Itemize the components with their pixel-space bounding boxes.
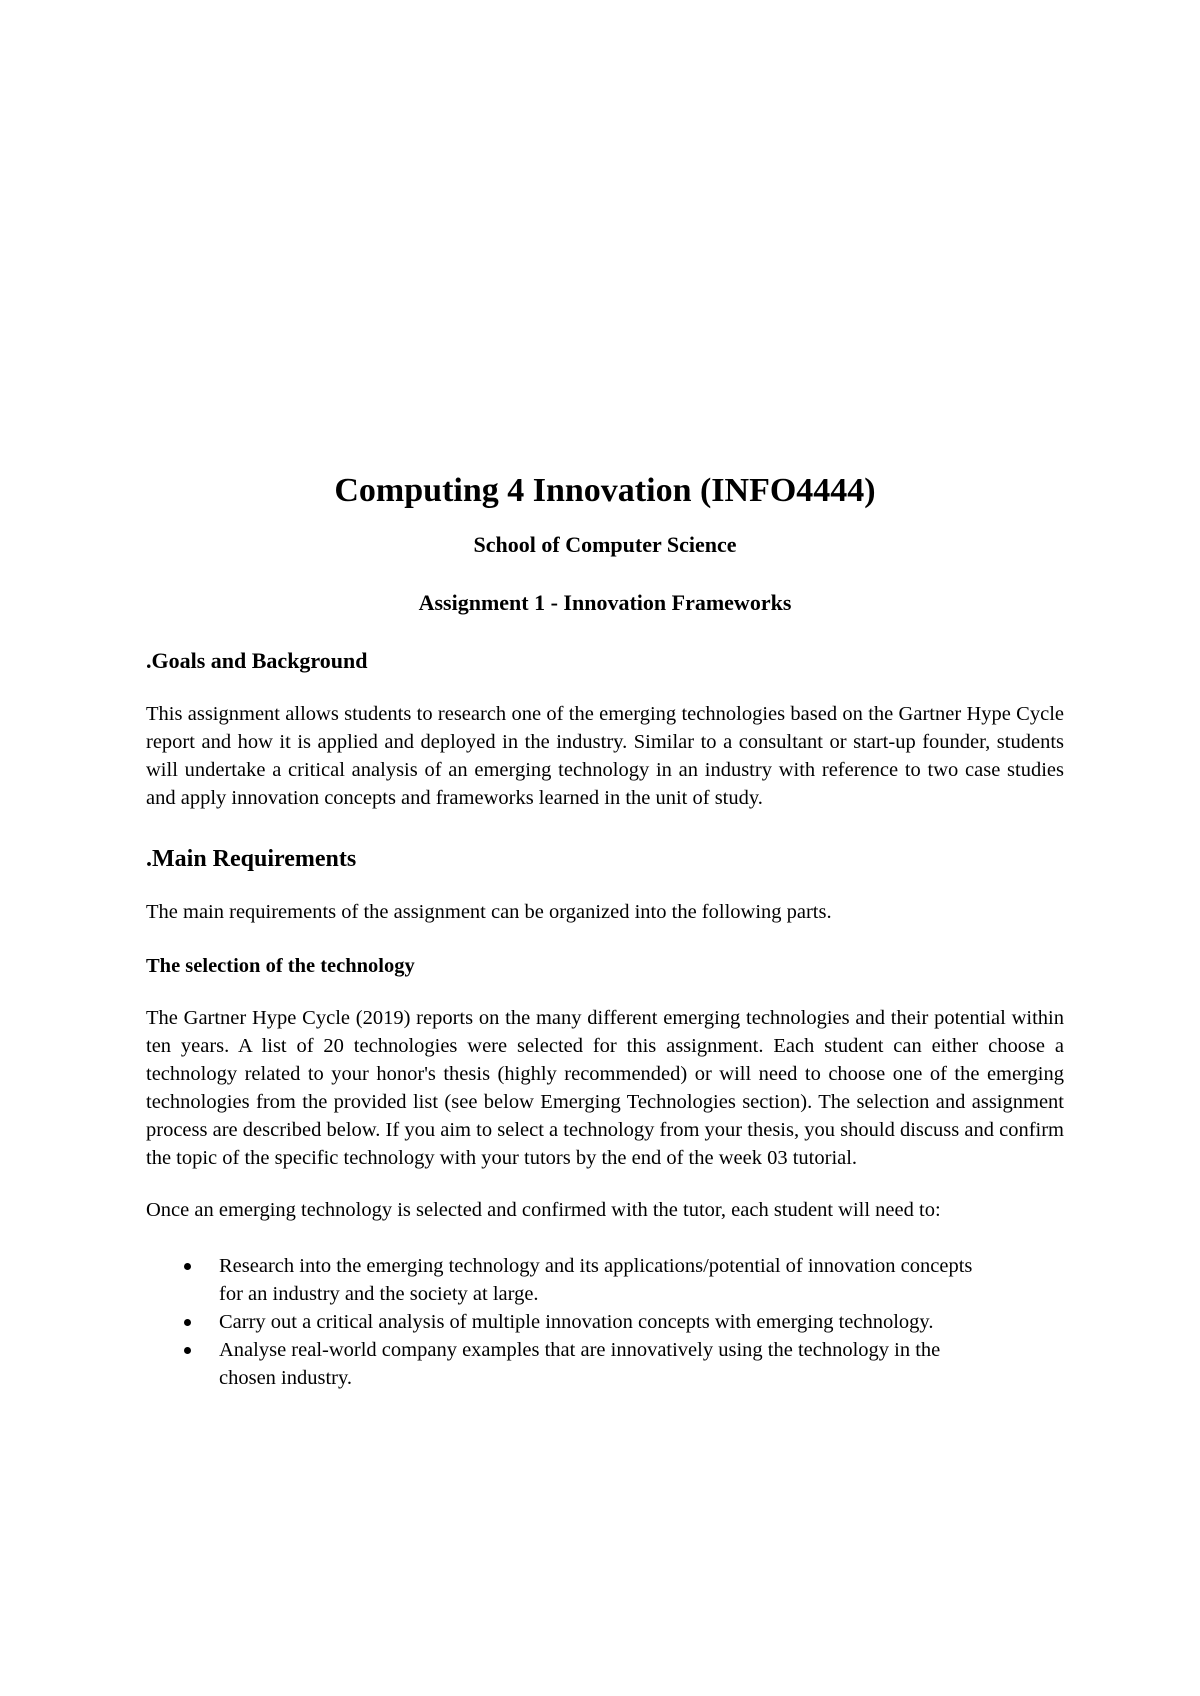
selection-heading: The selection of the technology <box>146 955 415 977</box>
document-content <box>146 468 1064 1392</box>
goals-paragraph: This assignment allows students to research one of the emerging technologies based on the Gartner Hype Cycle report and how it is applied and deployed in the industry. Similar to a consultant or start-up founder, students will undertake a critical analysis of an emerging technology in an industry with reference to two case studies and apply innovation concepts and frameworks learned in the unit of study. <box>146 703 1064 809</box>
document-title: Computing 4 Innovation (INFO4444) <box>334 472 876 509</box>
list-item-text: Analyse real-world company examples that are innovatively using the technology in the chosen industry. <box>219 1339 941 1389</box>
requirements-intro: The main requirements of the assignment can be organized into the following parts. <box>146 901 832 923</box>
list-item <box>146 1252 979 1308</box>
school-name: School of Computer Science <box>473 532 737 557</box>
requirements-heading: .Main Requirements <box>146 846 357 872</box>
list-item-text: Research into the emerging technology and its applications/potential of innovation concepts for an industry and the society at large. <box>219 1255 973 1305</box>
list-item <box>146 1308 979 1336</box>
list-item-text: Carry out a critical analysis of multiple innovation concepts with emerging technology. <box>219 1311 934 1333</box>
once-paragraph: Once an emerging technology is selected and confirmed with the tutor, each student will need to: <box>146 1199 941 1221</box>
requirements-list <box>146 1252 1064 1392</box>
bullet-icon <box>184 1347 191 1354</box>
bullet-icon <box>184 1263 191 1270</box>
selection-paragraph: The Gartner Hype Cycle (2019) reports on the many different emerging technologies and their potential within ten years. A list of 20 technologies were selected for this assignment. Each student can either choose a technology related to your honor's thesis (highly recommended) or will need to choose one of the emerging technologies from the provided list (see below Emerging Technologies section). The selection and assignment process are described below. If you aim to select a technology from your thesis, you should discuss and confirm the topic of the specific technology with your tutors by the end of the week 03 tutorial. <box>146 1007 1064 1169</box>
assignment-title: Assignment 1 - Innovation Frameworks <box>418 590 792 615</box>
list-item <box>146 1336 979 1392</box>
goals-heading: .Goals and Background <box>146 648 368 673</box>
bullet-icon <box>184 1319 191 1326</box>
